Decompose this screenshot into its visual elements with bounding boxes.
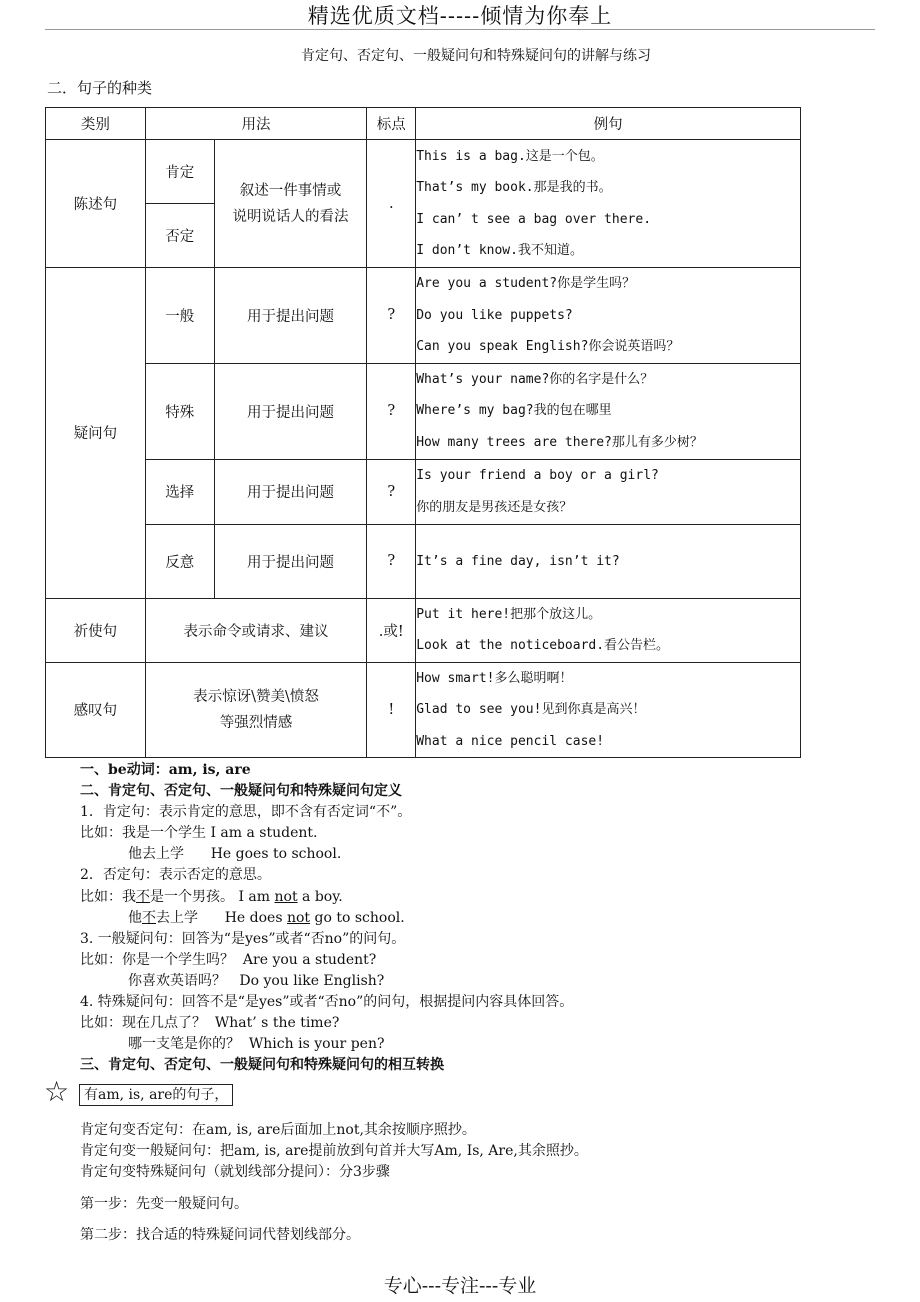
punct-exclamatory: ! [367, 662, 416, 758]
def-special-question: 4. 特殊疑问句：回答不是“是yes”或者“否no”的问句，根据提问内容具体回答。 [80, 994, 574, 1010]
step-one: 第一步：先变一般疑问句。 [80, 1196, 248, 1212]
example-line: How smart!多么聪明啊！ [416, 670, 573, 686]
table-row [46, 662, 801, 758]
document-title: 肯定句、否定句、一般疑问句和特殊疑问句的讲解与练习 [301, 48, 651, 64]
example-line: Put it here!把那个放这儿。 [416, 606, 602, 622]
table-row [46, 459, 801, 524]
rule-to-special-question: 肯定句变特殊疑问句（就划线部分提问）：分3步骤 [80, 1164, 390, 1180]
subtype-tag: 反意 [145, 524, 214, 598]
text-fragment: 他 [128, 910, 142, 926]
example-affirmative-1: 比如：我是一个学生 I am a student. [80, 825, 318, 841]
page-header-title: 精选优质文档-----倾情为你奉上 [307, 4, 613, 28]
example-line: This is a bag.这是一个包。 [416, 148, 604, 164]
header-usage: 用法 [145, 108, 367, 140]
examples-tag [416, 524, 801, 598]
header-punctuation: 标点 [367, 108, 416, 140]
table-row [46, 140, 801, 204]
table-header-row [46, 108, 801, 140]
section-heading-sentence-types: 二．句子的种类 [47, 79, 153, 97]
usage-special: 用于提出问题 [214, 363, 367, 459]
header-divider [45, 29, 875, 30]
underlined-word: 不 [142, 910, 156, 926]
page-footer: 专心---专注---专业 [383, 1275, 537, 1297]
category-interrogative: 疑问句 [46, 268, 146, 599]
step-two: 第二步：找合适的特殊疑问词代替划线部分。 [80, 1227, 360, 1243]
category-declarative: 陈述句 [46, 140, 146, 268]
rule-to-general-question: 肯定句变一般疑问句：把am, is, are提前放到句首并大写Am, Is, Are,其余照抄。 [80, 1143, 588, 1159]
text-fragment: 是一个男孩。 I am [150, 889, 275, 905]
punct-declarative: . [367, 140, 416, 268]
category-exclamatory: 感叹句 [46, 662, 146, 758]
sentence-types-table [45, 107, 801, 758]
boxed-note: 有am, is, are的句子， [79, 1084, 233, 1106]
usage-tag: 用于提出问题 [214, 524, 367, 598]
table-row [46, 363, 801, 459]
usage-line: 叙述一件事情或 [239, 182, 342, 199]
punct-special: ? [367, 363, 416, 459]
example-line: Do you like puppets? [416, 307, 573, 323]
example-negative-1 [80, 886, 343, 906]
punct-general: ? [367, 268, 416, 364]
example-line: Can you speak English?你会说英语吗？ [416, 339, 680, 354]
usage-general: 用于提出问题 [214, 268, 367, 364]
usage-line: 说明说话人的看法 [232, 208, 349, 225]
usage-declarative [214, 140, 367, 268]
example-line: Glad to see you!见到你真是高兴！ [416, 702, 646, 717]
subtype-choice: 选择 [145, 459, 214, 524]
usage-line: 等强烈情感 [219, 714, 293, 731]
underlined-word: not [286, 910, 311, 926]
text-fragment: a boy. [297, 889, 343, 905]
subtype-affirmative: 肯定 [145, 140, 214, 204]
text-fragment: 比如：我 [80, 889, 136, 905]
table-row [46, 598, 801, 662]
usage-exclamatory [145, 662, 367, 758]
example-line: That’s my book.那是我的书。 [416, 180, 612, 195]
header-examples: 例句 [416, 108, 801, 140]
example-line: Look at the noticeboard.看公告栏。 [416, 638, 670, 653]
examples-declarative [416, 140, 801, 268]
example-line: What a nice pencil case! [416, 733, 605, 749]
punct-tag: ? [367, 524, 416, 598]
example-line: 你的朋友是男孩还是女孩？ [416, 499, 573, 515]
category-imperative: 祈使句 [46, 598, 146, 662]
example-special-1: 比如：现在几点了？ What’ s the time? [80, 1015, 340, 1031]
example-line: Are you a student?你是学生吗？ [416, 276, 636, 291]
usage-line: 表示惊讶\赞美\愤怒 [193, 688, 319, 705]
def-negative: 2．否定句：表示否定的意思。 [80, 867, 271, 883]
text-fragment: go to school. [310, 910, 405, 926]
text-fragment: 去上学 He does [156, 910, 287, 926]
examples-special [416, 363, 801, 459]
table-row [46, 524, 801, 598]
example-line: I don’t know.我不知道。 [416, 243, 583, 258]
underlined-word: 不 [136, 889, 150, 905]
rule-to-negative: 肯定句变否定句：在am, is, are后面加上not,其余按顺序照抄。 [80, 1122, 476, 1138]
usage-imperative: 表示命令或请求、建议 [145, 598, 367, 662]
example-line: I can’ t see a bag over there. [416, 211, 652, 227]
punct-imperative: .或! [367, 598, 416, 662]
example-line: It’s a fine day, isn’t it? [416, 553, 620, 569]
def-general-question: 3. 一般疑问句：回答为“是yes”或者“否no”的问句。 [80, 931, 406, 947]
example-line: Is your friend a boy or a girl? [416, 468, 659, 483]
subtype-negative: 否定 [145, 204, 214, 268]
subtype-special: 特殊 [145, 363, 214, 459]
example-affirmative-2: 他去上学 He goes to school. [128, 846, 342, 862]
heading-be-verbs: 一、be动词：am, is, are [80, 762, 251, 778]
example-line: What’s your name?你的名字是什么？ [416, 371, 654, 387]
example-line: How many trees are there?那儿有多少树？ [416, 434, 703, 450]
example-general-1: 比如：你是一个学生吗？ Are you a student? [80, 952, 377, 968]
heading-conversion: 三、肯定句、否定句、一般疑问句和特殊疑问句的相互转换 [80, 1057, 444, 1073]
heading-definitions: 二、肯定句、否定句、一般疑问句和特殊疑问句定义 [80, 783, 402, 799]
example-special-2: 哪一支笔是你的？ Which is your pen? [128, 1036, 385, 1052]
examples-imperative [416, 598, 801, 662]
punct-choice: ? [367, 459, 416, 524]
star-icon: ☆ [44, 1075, 70, 1108]
example-line: Where’s my bag?我的包在哪里 [416, 403, 612, 419]
table-row [46, 268, 801, 364]
examples-choice [416, 459, 801, 524]
def-affirmative: 1．肯定句：表示肯定的意思，即不含有否定词“不”。 [80, 804, 412, 820]
underlined-word: not [274, 889, 298, 905]
examples-general [416, 268, 801, 364]
usage-choice: 用于提出问题 [214, 459, 367, 524]
examples-exclamatory [416, 662, 801, 758]
subtype-general: 一般 [145, 268, 214, 364]
example-negative-2 [128, 907, 405, 927]
header-category: 类别 [46, 108, 146, 140]
example-general-2: 你喜欢英语吗？ Do you like English? [128, 973, 385, 989]
